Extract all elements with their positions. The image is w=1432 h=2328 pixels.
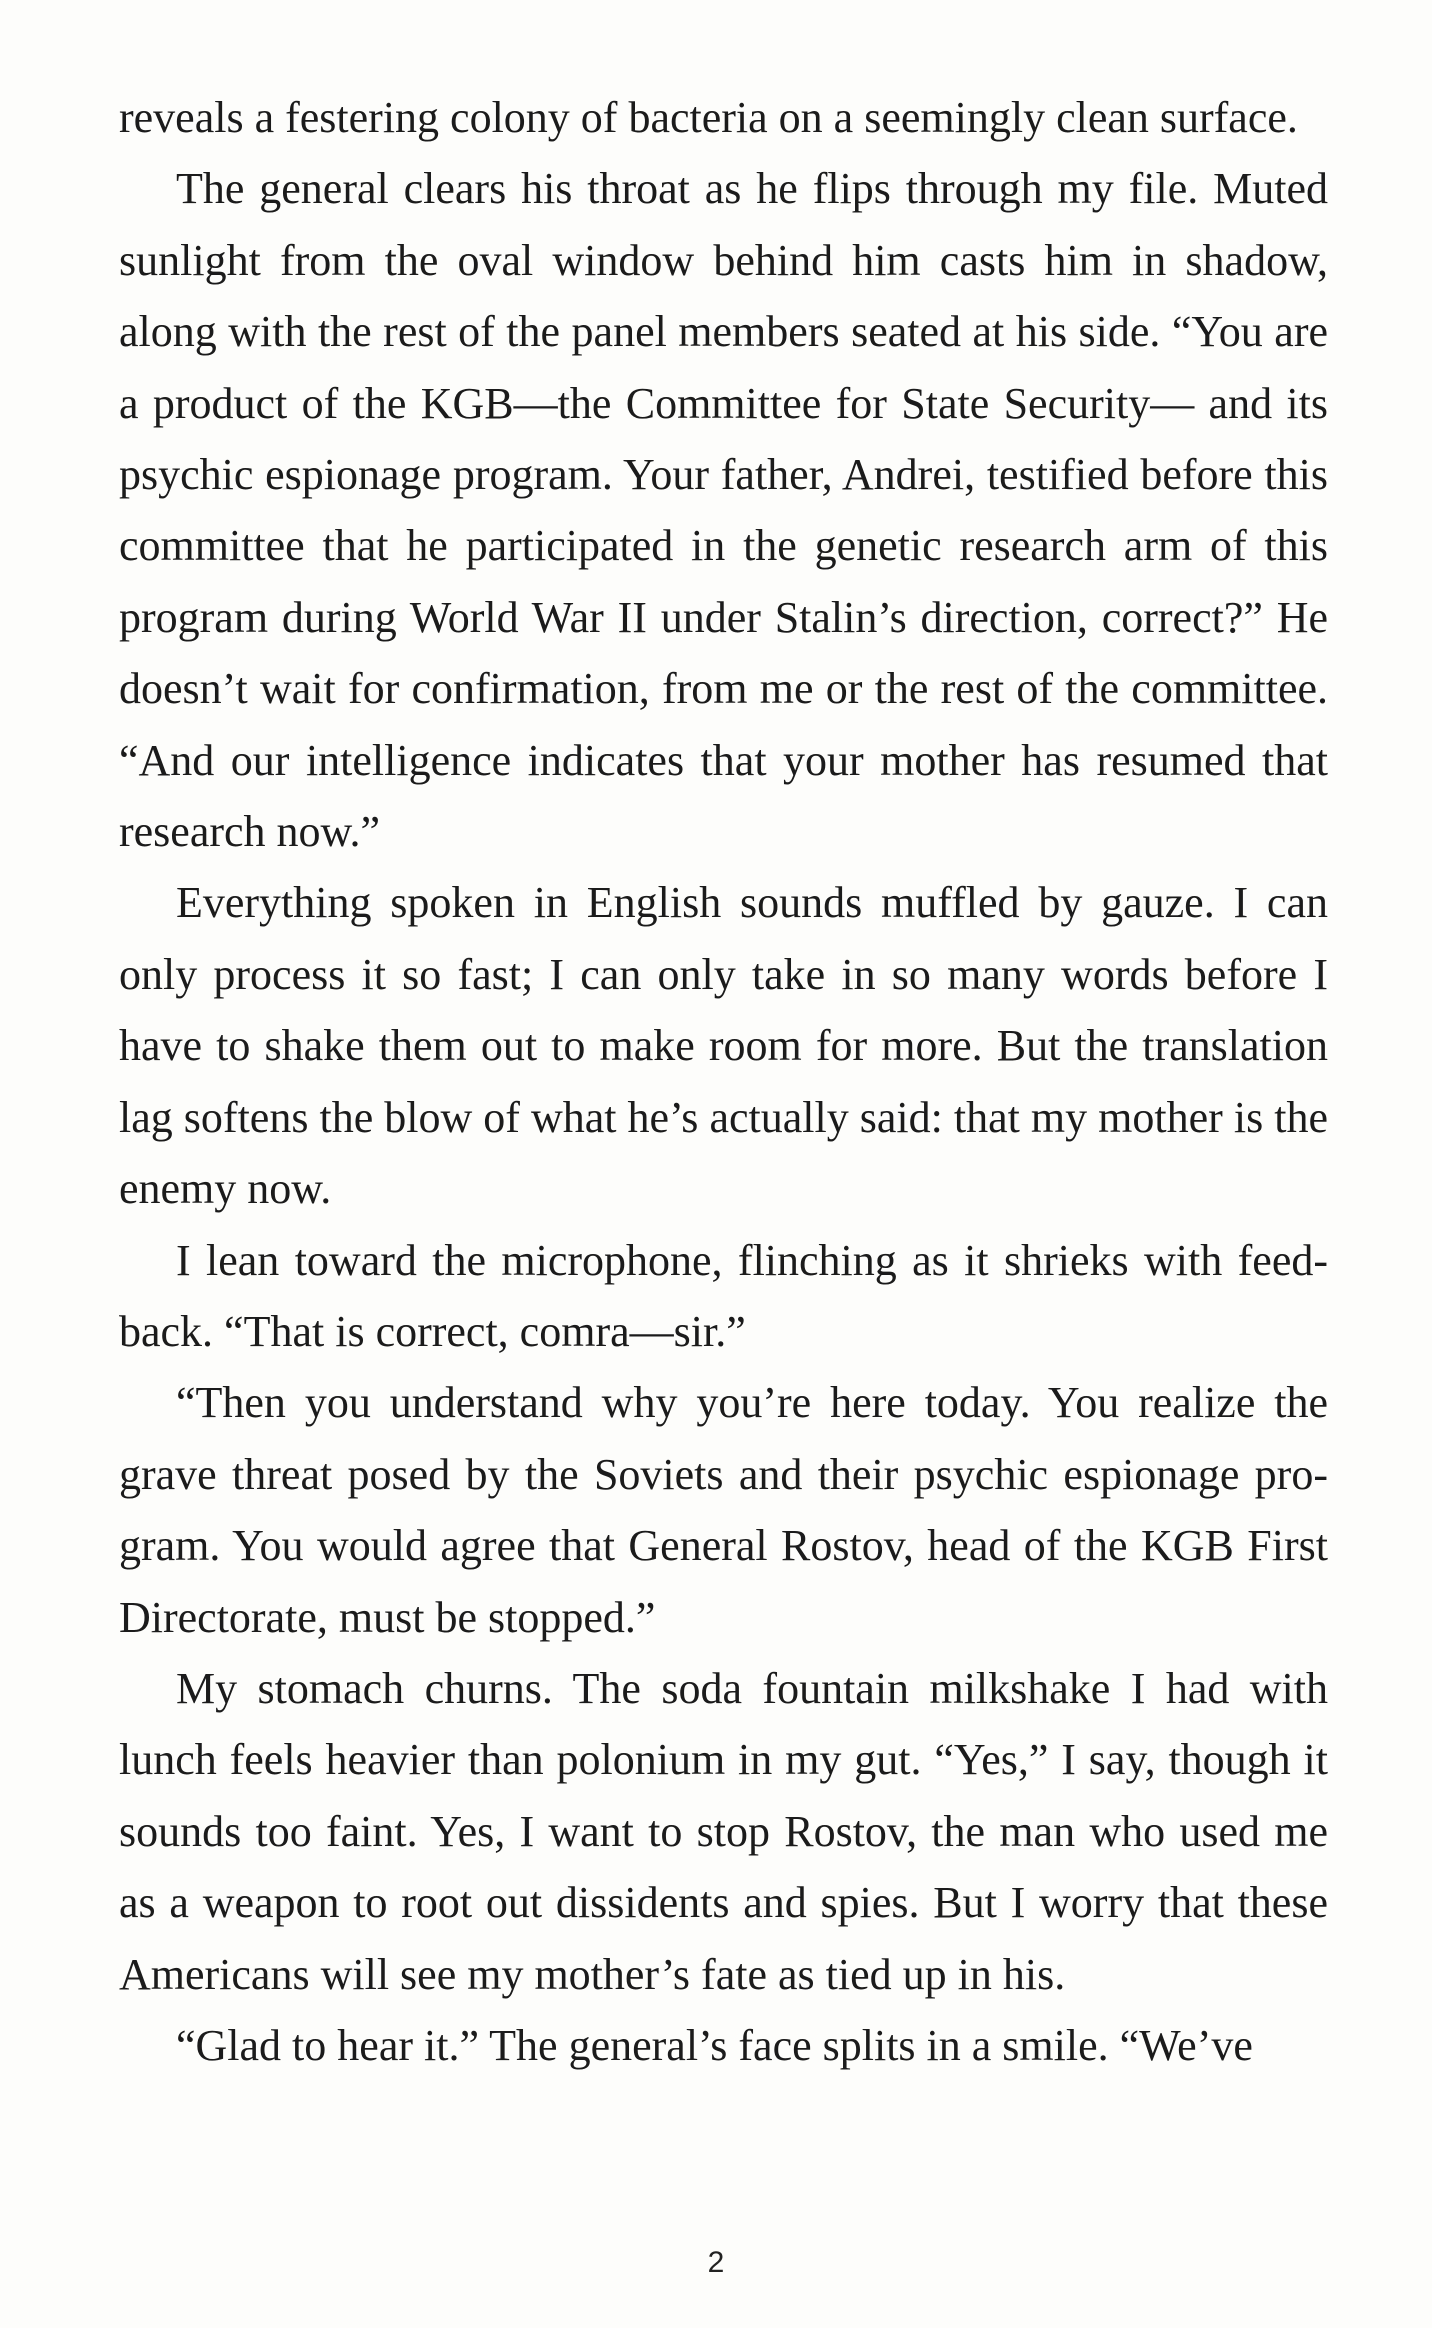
- paragraph-7: “Glad to hear it.” The general’s face splits in a smile. “We’ve: [176, 2020, 1253, 2070]
- page-number: 2: [707, 2246, 725, 2279]
- paragraph-5: “Then you understand why you’re here today. You realize the grave threat posed by the Soviets and their psychic espionage program. You would agree that General Rostov, head of the KGB First Directorate, must be stopped.”: [119, 1378, 1328, 1642]
- paragraph-3: Everything spoken in English sounds muffled by gauze. I can only process it so fast; I can only take in so many words before I have to shake them out to make room for more. But the translation lag softens the blow of what he’s actually said: that my mother is the enemy now.: [119, 878, 1328, 1214]
- paragraph-1: reveals a festering colony of bacteria on a seemingly clean surface.: [119, 93, 1298, 142]
- body-text: [119, 82, 1328, 2081]
- paragraph-4: I lean toward the microphone, flinching as it shrieks with feedback. “That is correct, comra—sir.”: [119, 1235, 1328, 1356]
- paragraph-2: The general clears his throat as he flips through my file. Muted sunlight from the oval window behind him casts him in shadow, along with the rest of the panel members seated at his side. “You are a product of the KGB—the Committee for State Security— and its psychic espionage program. Your father, Andrei, testified before this committee that he participated in the genetic research arm of this program during World War II under Stalin’s direction, correct?” He doesn’t wait for confirmation, from me or the rest of the committee. “And our intelligence indicates that your mother has resumed that research now.”: [119, 164, 1328, 857]
- paragraph-6: My stomach churns. The soda fountain milkshake I had with lunch feels heavier than polonium in my gut. “Yes,” I say, though it sounds too faint. Yes, I want to stop Rostov, the man who used me as a weapon to root out dissidents and spies. But I worry that these Americans will see my mother’s fate as tied up in his.: [119, 1663, 1328, 1999]
